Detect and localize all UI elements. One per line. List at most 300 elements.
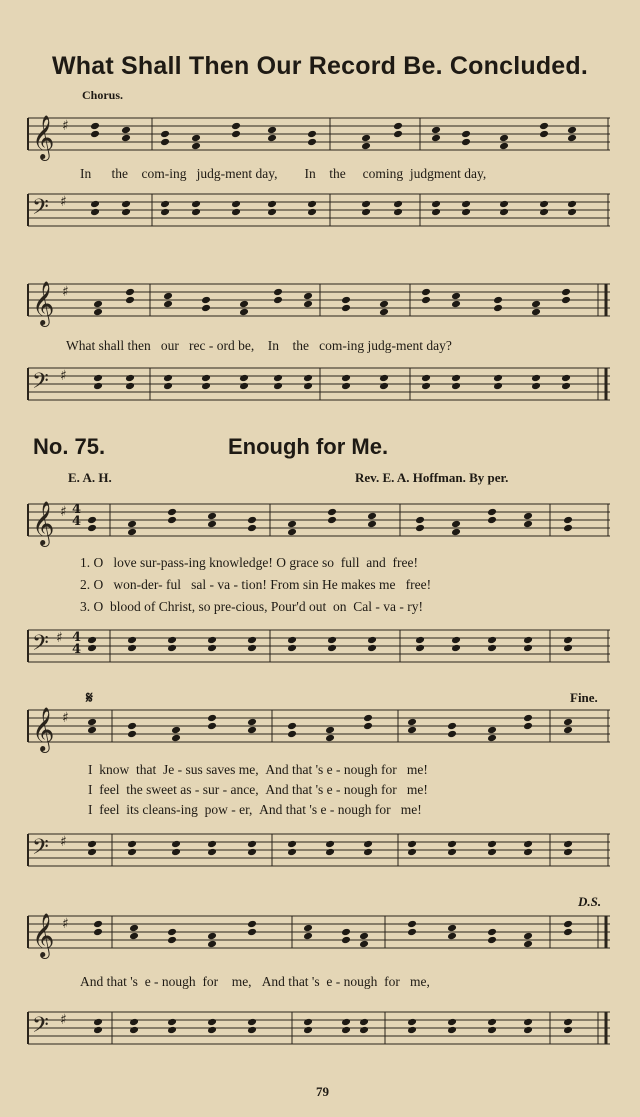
note-head [451,520,461,529]
note-head [171,840,181,849]
note-head [87,848,97,857]
note-head [451,528,461,537]
note-head [247,1018,257,1027]
note-head [191,142,201,151]
note-head [327,516,337,525]
note-head [307,138,317,147]
note-head [231,122,241,131]
note-head [327,636,337,645]
note-head [231,208,241,217]
note-head [407,726,417,735]
note-head [563,636,573,645]
page-number: 79 [316,1084,329,1099]
note-head [127,722,137,731]
note-head [359,1018,369,1027]
note-head [247,928,257,937]
note-head [239,382,249,391]
note-head [499,208,509,217]
note-head [341,936,351,945]
refrain-line-2: I feel the sweet as - sur - ance, And that 's e - nough for me! [88,782,428,797]
note-head [431,200,441,209]
note-head [303,924,313,933]
note-head [167,936,177,945]
note-head [461,200,471,209]
note-head [201,296,211,305]
note-head [207,848,217,857]
note-head [167,1026,177,1035]
note-head [415,636,425,645]
note-head [121,200,131,209]
note-head [447,722,457,731]
verse-2: 2. O won-der- ful sal - va - tion! From sin He makes me free! [80,577,432,592]
note-head [563,928,573,937]
note-head [431,126,441,135]
note-head [487,936,497,945]
note-head [287,730,297,739]
note-head [539,130,549,139]
svg-text:𝄢: 𝄢 [32,195,49,225]
note-head [87,524,97,533]
note-head [87,840,97,849]
note-head [303,382,313,391]
note-head [247,1026,257,1035]
note-head [493,296,503,305]
note-head [561,382,571,391]
note-head [563,848,573,857]
note-head [93,928,103,937]
note-head [273,296,283,305]
note-head [561,288,571,297]
note-head [127,848,137,857]
note-head [325,840,335,849]
note-head [487,636,497,645]
note-head [160,130,170,139]
note-head [523,1026,533,1035]
note-head [247,920,257,929]
note-head [523,644,533,653]
note-head [487,840,497,849]
note-head [163,382,173,391]
note-head [563,1018,573,1027]
note-head [461,138,471,147]
note-head [287,848,297,857]
note-head [447,932,457,941]
note-head [125,296,135,305]
note-head [563,524,573,533]
note-head [125,382,135,391]
note-head [247,516,257,525]
note-head [523,636,533,645]
note-head [431,134,441,143]
note-head [379,300,389,309]
note-head [273,374,283,383]
svg-text:♯: ♯ [62,916,69,932]
note-head [499,134,509,143]
note-head [531,300,541,309]
note-head [563,1026,573,1035]
note-head [207,520,217,529]
note-head [303,1018,313,1027]
note-head [163,292,173,301]
note-head [247,524,257,533]
svg-text:♯: ♯ [62,284,69,300]
note-head [393,122,403,131]
note-head [231,200,241,209]
note-head [129,1018,139,1027]
fine-label: Fine. [570,690,598,705]
lyric-row-2: What shall then our rec - ord be, In the com-ing judg-ment day? [66,338,452,353]
note-head [341,1018,351,1027]
note-head [201,304,211,313]
note-head [121,126,131,135]
verse-1: 1. O love sur-pass-ing knowledge! O grace so full and free! [80,555,418,570]
note-head [167,508,177,517]
note-head [415,524,425,533]
note-head [201,374,211,383]
time-signature-treble: 4 4 [72,502,82,529]
note-head [327,508,337,517]
note-head [127,644,137,653]
note-head [447,848,457,857]
note-head [267,200,277,209]
segno-sign: 𝄋 [86,688,93,707]
note-head [451,292,461,301]
note-head [93,300,103,309]
note-head [561,374,571,383]
svg-text:𝄞: 𝄞 [32,501,55,545]
note-head [90,200,100,209]
note-head [171,848,181,857]
note-head [407,718,417,727]
refrain-line-1: I know that Je - sus saves me, And that 's e - nough for me! [88,762,428,777]
svg-text:♯: ♯ [60,834,67,850]
svg-text:♯: ♯ [62,710,69,726]
note-head [451,374,461,383]
song-title: What Shall Then Our Record Be. Concluded. [51,52,589,80]
note-head [87,718,97,727]
note-head [303,292,313,301]
note-head [239,374,249,383]
note-head [487,1026,497,1035]
note-head [247,636,257,645]
note-head [407,1026,417,1035]
ds-label: D.S. [578,894,602,909]
note-head [539,200,549,209]
note-head [327,644,337,653]
note-head [407,848,417,857]
note-head [523,840,533,849]
note-head [287,636,297,645]
note-head [247,840,257,849]
note-head [487,726,497,735]
note-head [421,296,431,305]
note-head [487,848,497,857]
note-head [273,288,283,297]
note-head [393,130,403,139]
note-head [231,130,241,139]
note-head [341,382,351,391]
svg-text:𝄞: 𝄞 [32,913,55,957]
note-head [127,528,137,537]
note-head [563,718,573,727]
note-head [487,644,497,653]
note-head [487,1018,497,1027]
note-head [493,304,503,313]
note-head [171,726,181,735]
note-head [93,382,103,391]
note-head [493,382,503,391]
note-head [447,730,457,739]
hymn-number: No. 75. [33,434,106,459]
note-head [379,308,389,317]
note-head [87,726,97,735]
svg-text:𝄞: 𝄞 [32,115,55,159]
note-head [359,1026,369,1035]
note-head [239,300,249,309]
note-head [207,722,217,731]
note-head [393,208,403,217]
note-head [359,940,369,949]
note-head [523,940,533,949]
note-head [191,200,201,209]
note-head [341,928,351,937]
note-head [341,1026,351,1035]
last-lyric-line: And that 's e - nough for me, And that 's e - nough for me, [80,974,430,989]
note-head [447,840,457,849]
note-head [90,208,100,217]
note-head [90,130,100,139]
note-head [287,528,297,537]
note-head [367,636,377,645]
note-head [561,296,571,305]
note-head [531,308,541,317]
note-head [487,928,497,937]
note-head [563,726,573,735]
note-head [87,636,97,645]
note-head [171,734,181,743]
svg-text:♯: ♯ [60,504,67,520]
note-head [303,1026,313,1035]
note-head [303,300,313,309]
note-head [563,840,573,849]
note-head [487,516,497,525]
note-head [367,644,377,653]
svg-text:𝄢: 𝄢 [32,369,49,399]
note-head [239,308,249,317]
note-head [367,520,377,529]
note-head [267,134,277,143]
note-head [167,516,177,525]
note-head [307,208,317,217]
time-signature-bass: 4 4 [72,630,82,657]
svg-text:𝄞: 𝄞 [32,707,55,751]
note-head [359,932,369,941]
svg-text:♯: ♯ [62,118,69,134]
note-head [451,636,461,645]
note-head [407,920,417,929]
note-head [93,1018,103,1027]
note-head [487,734,497,743]
note-head [341,296,351,305]
note-head [567,126,577,135]
note-head [247,726,257,735]
note-head [207,1018,217,1027]
note-head [361,142,371,151]
note-head [287,722,297,731]
note-head [523,722,533,731]
note-head [363,714,373,723]
note-head [127,840,137,849]
note-head [393,200,403,209]
note-head [207,940,217,949]
note-head [523,512,533,521]
note-head [539,208,549,217]
note-head [461,130,471,139]
note-head [499,142,509,151]
note-head [207,840,217,849]
composer-credit: E. A. H. [68,470,112,485]
note-head [531,382,541,391]
svg-text:♯: ♯ [56,630,63,646]
hymn-title: Enough for Me. [228,434,389,459]
note-head [160,138,170,147]
note-head [493,374,503,383]
note-head [163,300,173,309]
note-head [367,512,377,521]
note-head [307,200,317,209]
note-head [361,134,371,143]
note-head [447,924,457,933]
note-head [163,374,173,383]
note-head [361,200,371,209]
note-head [523,714,533,723]
note-head [563,516,573,525]
note-head [523,1018,533,1027]
note-head [207,932,217,941]
note-head [160,200,170,209]
note-head [341,374,351,383]
note-head [207,644,217,653]
note-head [87,516,97,525]
svg-text:♯: ♯ [60,1012,67,1028]
note-head [447,1026,457,1035]
note-head [267,126,277,135]
note-head [207,636,217,645]
note-head [287,840,297,849]
note-head [125,374,135,383]
lyric-row-1: In the com-ing judg-ment day, In the coming judgment day, [80,166,487,181]
note-head [447,1018,457,1027]
author-credit: Rev. E. A. Hoffman. By per. [355,470,509,485]
note-head [461,208,471,217]
note-head [523,520,533,529]
note-head [207,714,217,723]
note-head [247,644,257,653]
note-head [523,932,533,941]
note-head [93,1026,103,1035]
note-head [93,308,103,317]
note-head [567,200,577,209]
note-head [325,848,335,857]
note-head [379,382,389,391]
note-head [167,644,177,653]
note-head [407,1018,417,1027]
note-head [287,520,297,529]
chorus-label: Chorus. [82,88,124,102]
note-head [567,208,577,217]
note-head [125,288,135,297]
note-head [247,848,257,857]
note-head [127,730,137,739]
svg-text:𝄢: 𝄢 [32,1013,49,1043]
note-head [273,382,283,391]
note-head [129,932,139,941]
note-head [207,1026,217,1035]
svg-text:♯: ♯ [60,368,67,384]
note-head [127,520,137,529]
note-head [563,644,573,653]
note-head [407,928,417,937]
note-head [539,122,549,131]
note-head [201,382,211,391]
note-head [421,288,431,297]
note-head [90,122,100,131]
note-head [531,374,541,383]
note-head [121,134,131,143]
note-head [363,848,373,857]
note-head [191,134,201,143]
note-head [451,300,461,309]
note-head [341,304,351,313]
note-head [415,516,425,525]
note-head [407,840,417,849]
note-head [523,848,533,857]
note-head [93,374,103,383]
note-head [160,208,170,217]
note-head [421,382,431,391]
note-head [129,1026,139,1035]
note-head [287,644,297,653]
note-head [415,644,425,653]
note-head [267,208,277,217]
note-head [563,920,573,929]
svg-text:𝄢: 𝄢 [32,631,49,661]
note-head [307,130,317,139]
note-head [167,1018,177,1027]
note-head [499,200,509,209]
note-head [167,928,177,937]
note-head [487,508,497,517]
note-head [361,208,371,217]
note-head [421,374,431,383]
note-head [451,382,461,391]
verse-3: 3. O blood of Christ, so pre-cious, Pour'd out on Cal - va - ry! [80,599,423,614]
note-head [247,718,257,727]
note-head [379,374,389,383]
note-head [93,920,103,929]
note-head [363,840,373,849]
note-head [567,134,577,143]
note-head [325,734,335,743]
note-head [363,722,373,731]
note-head [167,636,177,645]
note-head [303,374,313,383]
note-head [207,512,217,521]
note-head [121,208,131,217]
note-head [129,924,139,933]
note-head [451,644,461,653]
svg-text:𝄢: 𝄢 [32,835,49,865]
